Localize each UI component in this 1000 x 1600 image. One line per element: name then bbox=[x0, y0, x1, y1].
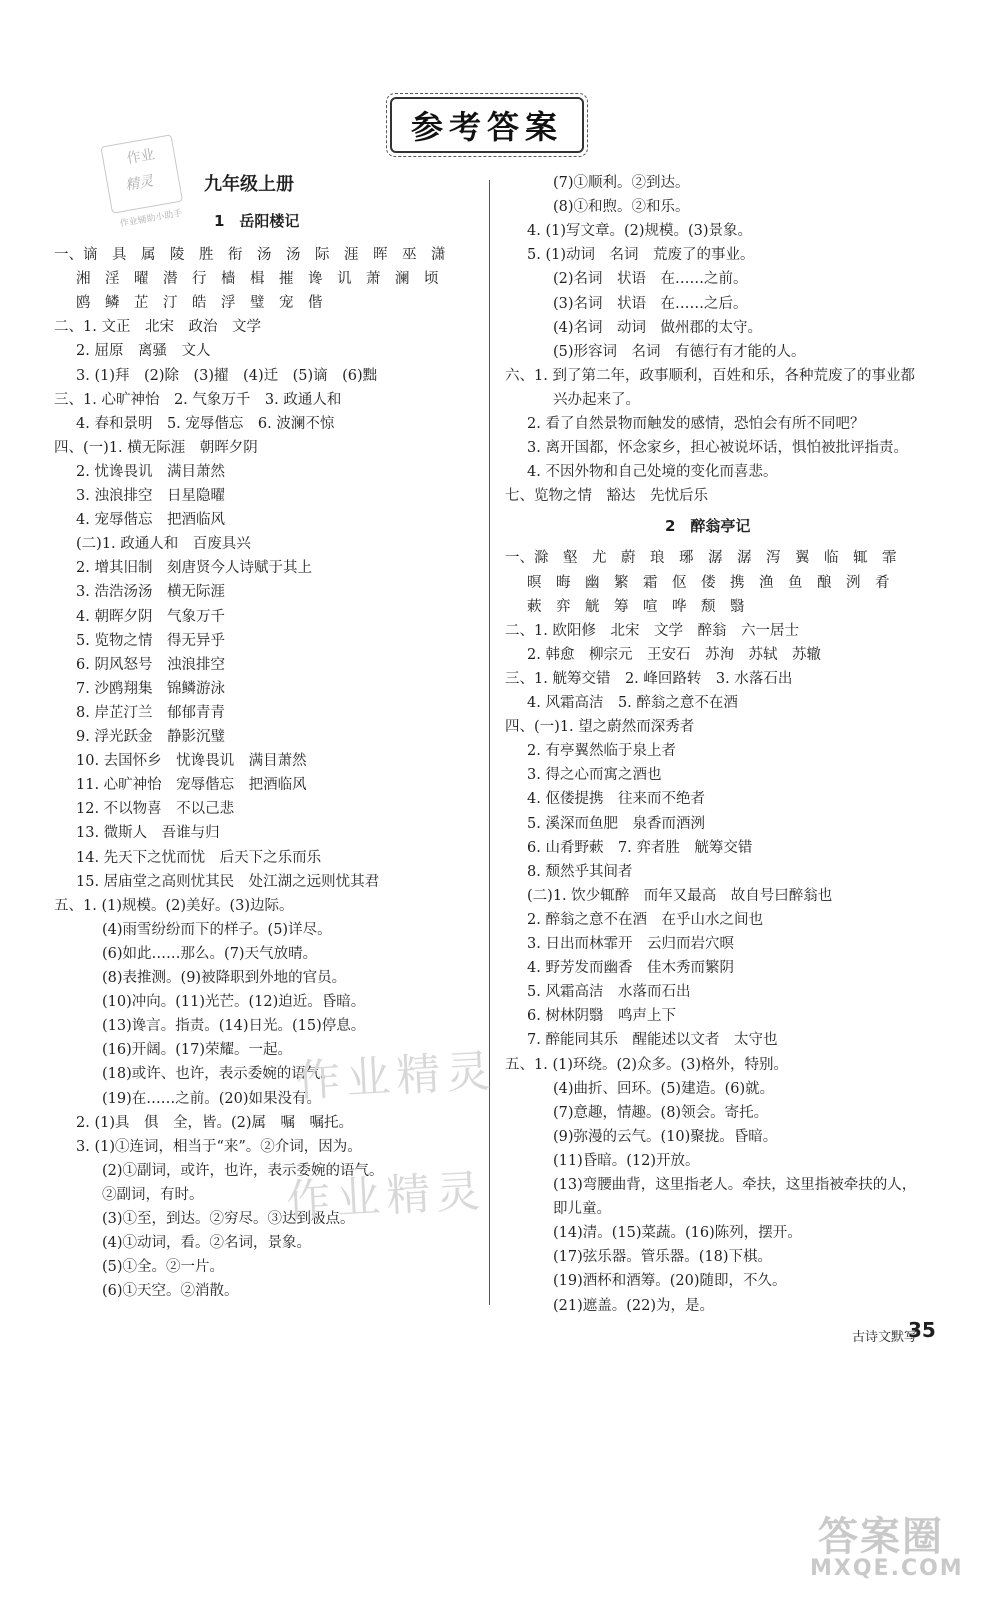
answer-line: (17)弦乐器。管乐器。(18)下棋。 bbox=[553, 1249, 773, 1266]
answer-line: (4)①动词，看。②名词，景象。 bbox=[102, 1235, 312, 1252]
stamp-text-2: 精灵 bbox=[124, 173, 155, 194]
answer-line: 四、(一)1. 横无际涯 朝晖夕阴 bbox=[54, 439, 258, 456]
answer-line: 二、1. 文正 北宋 政治 文学 bbox=[54, 319, 261, 336]
lesson-heading: 2 醉翁亭记 bbox=[665, 517, 751, 536]
answer-line: 13. 微斯人 吾谁与归 bbox=[76, 825, 220, 842]
answer-line: 5. 览物之情 得无异乎 bbox=[76, 632, 225, 649]
stamp-text-3: 作业辅助小助手 bbox=[119, 208, 184, 230]
answer-line: 2. 忧谗畏讥 满目萧然 bbox=[76, 463, 225, 480]
answer-line: 4. 伛偻提携 往来而不绝者 bbox=[527, 791, 705, 808]
answer-line: ②副词，有时。 bbox=[102, 1186, 204, 1203]
answer-line: (19)在……之前。(20)如果没有。 bbox=[102, 1090, 322, 1107]
answer-line: 三、1. 心旷神怡 2. 气象万千 3. 政通人和 bbox=[54, 391, 342, 408]
answer-line: (二)1. 饮少辄醉 而年又最高 故自号曰醉翁也 bbox=[527, 887, 833, 904]
answer-line: (18)或许、也许，表示委婉的语气。 bbox=[102, 1066, 335, 1083]
site-watermark-logo: 答案圈 bbox=[818, 1514, 944, 1560]
answer-line: 4. 野芳发而幽香 佳木秀而繁阴 bbox=[527, 960, 734, 977]
answer-line: (3)①至，到达。②穷尽。③达到极点。 bbox=[102, 1211, 355, 1227]
answer-line: 2. 韩愈 柳宗元 王安石 苏洵 苏轼 苏辙 bbox=[527, 646, 821, 663]
answer-line: 8. 颓然乎其间者 bbox=[527, 863, 633, 880]
answer-line: (8)①和煦。②和乐。 bbox=[553, 199, 690, 216]
answer-line: 2. (1)具 俱 全，皆。(2)属 嘱 嘱托。 bbox=[76, 1114, 354, 1131]
answer-line: (6)①天空。②消散。 bbox=[102, 1283, 239, 1300]
answer-line: (16)开阔。(17)荣耀。一起。 bbox=[102, 1042, 293, 1059]
answer-line: (14)清。(15)菜蔬。(16)陈列，摆开。 bbox=[553, 1225, 802, 1242]
answer-line: 四、(一)1. 望之蔚然而深秀者 bbox=[505, 719, 695, 736]
answer-line: (2)①副词，或许，也许，表示委婉的语气。 bbox=[102, 1162, 384, 1179]
page-title: 参考答案 bbox=[410, 108, 563, 146]
site-watermark-url: MXQE.COM bbox=[810, 1556, 964, 1581]
answer-line: (4)雨雪纷纷而下的样子。(5)详尽。 bbox=[102, 921, 332, 938]
watermark-text: 作业精灵 bbox=[295, 1045, 498, 1108]
grade-heading: 九年级上册 bbox=[204, 174, 294, 195]
answer-line: 5. 风霜高洁 水落而石出 bbox=[527, 984, 691, 1001]
answer-line: 7. 醉能同其乐 醒能述以文者 太守也 bbox=[527, 1032, 778, 1049]
answer-line: 11. 心旷神怡 宠辱偕忘 把酒临风 bbox=[76, 777, 307, 794]
answer-line: (19)酒杯和酒筹。(20)随即，不久。 bbox=[553, 1273, 787, 1290]
answer-line: 8. 岸芷汀兰 郁郁青青 bbox=[76, 704, 225, 721]
answer-line: 15. 居庙堂之高则忧其民 处江湖之远则忧其君 bbox=[76, 873, 380, 890]
answer-line: 3. 日出而林霏开 云归而岩穴暝 bbox=[527, 936, 734, 952]
page-number: 35 bbox=[908, 1318, 936, 1342]
answer-line: 3. 浩浩汤汤 横无际涯 bbox=[76, 584, 225, 601]
answer-line: 五、1. (1)环绕。(2)众多。(3)格外，特别。 bbox=[505, 1056, 789, 1073]
answer-line: 6. 树林阴翳 鸣声上下 bbox=[527, 1008, 676, 1025]
answer-line: 7. 沙鸥翔集 锦鳞游泳 bbox=[76, 680, 225, 697]
answer-line: 3. (1)①连词，相当于“来”。②介词，因为。 bbox=[76, 1138, 362, 1155]
answer-line: 即儿童。 bbox=[553, 1201, 611, 1218]
answer-line: (11)昏暗。(12)开放。 bbox=[553, 1152, 700, 1169]
answer-line: (10)冲向。(11)光芒。(12)迫近。昏暗。 bbox=[102, 994, 366, 1011]
answer-line: 5. 溪深而鱼肥 泉香而酒洌 bbox=[527, 815, 705, 832]
answer-line: (21)遮盖。(22)为，是。 bbox=[553, 1297, 715, 1314]
answer-line: 2. 屈原 离骚 文人 bbox=[76, 343, 211, 360]
stamp-text-1: 作业 bbox=[125, 146, 156, 168]
answer-line: (4)曲折、回环。(5)建造。(6)就。 bbox=[553, 1080, 775, 1097]
answer-line: 9. 浮光跃金 静影沉璧 bbox=[76, 729, 225, 745]
answer-line: 兴办起来了。 bbox=[553, 391, 640, 408]
answer-line: (3)名词 状语 在……之后。 bbox=[553, 295, 748, 312]
lesson-heading: 1 岳阳楼记 bbox=[214, 212, 300, 230]
answer-line: 6. 阴风怒号 浊浪排空 bbox=[76, 656, 225, 673]
answer-line: 6. 山肴野蔌 7. 弈者胜 觥筹交错 bbox=[527, 839, 753, 856]
answer-line: (5)①全。②一片。 bbox=[102, 1259, 225, 1276]
answer-line: 二、1. 欧阳修 北宋 文学 醉翁 六一居士 bbox=[505, 622, 799, 639]
answer-line: 3. 得之心而寓之酒也 bbox=[527, 767, 662, 784]
footer-label: 古诗文默写 bbox=[852, 1330, 918, 1345]
answer-line: 10. 去国怀乡 忧谗畏讥 满目萧然 bbox=[76, 753, 307, 770]
answer-line: 暝 晦 幽 繁 霜 伛 偻 携 渔 鱼 酿 洌 肴 bbox=[527, 574, 890, 591]
answer-line: 12. 不以物喜 不以己悲 bbox=[76, 801, 235, 818]
stamp-logo bbox=[85, 132, 202, 242]
answer-line: 2. 看了自然景物而触发的感情，恐怕会有所不同吧？ bbox=[527, 416, 865, 432]
answer-line: 七、览物之情 豁达 先忧后乐 bbox=[505, 488, 708, 505]
answer-line: (13)谗言。指责。(14)日光。(15)停息。 bbox=[102, 1018, 366, 1035]
answer-line: (13)弯腰曲背，这里指老人。牵扶，这里指被牵扶的人， bbox=[553, 1177, 917, 1193]
answer-line: (5)形容词 名词 有德行有才能的人。 bbox=[553, 343, 806, 360]
answer-line: 3. 浊浪排空 日星隐曜 bbox=[76, 488, 225, 504]
answer-line: 4. 春和景明 5. 宠辱偕忘 6. 波澜不惊 bbox=[76, 415, 335, 432]
answer-line: (二)1. 政通人和 百废具兴 bbox=[76, 536, 251, 553]
answer-line: 一、滁 壑 尤 蔚 琅 琊 潺 潺 泻 翼 临 辄 霏 bbox=[505, 550, 897, 567]
answer-line: 三、1. 觥筹交错 2. 峰回路转 3. 水落石出 bbox=[505, 670, 793, 687]
answer-line: (9)弥漫的云气。(10)聚拢。昏暗。 bbox=[553, 1128, 778, 1145]
answer-line: 3. (1)拜 (2)除 (3)擢 (4)迁 (5)谪 (6)黜 bbox=[76, 367, 378, 384]
answer-line: (4)名词 动词 做州郡的太守。 bbox=[553, 319, 763, 336]
answer-line: 2. 有亭翼然临于泉上者 bbox=[527, 743, 676, 760]
column-divider bbox=[489, 180, 490, 1305]
page-title-box bbox=[390, 97, 584, 153]
answer-line: 蔌 弈 觥 筹 喧 哗 颓 翳 bbox=[527, 598, 745, 615]
answer-line: 5. (1)动词 名词 荒废了的事业。 bbox=[527, 247, 755, 264]
answer-line: 14. 先天下之忧而忧 后天下之乐而乐 bbox=[76, 849, 322, 866]
answer-line: 3. 离开国都，怀念家乡，担心被说坏话，惧怕被批评指责。 bbox=[527, 440, 908, 457]
answer-line: (6)如此……那么。(7)天气放晴。 bbox=[102, 945, 318, 962]
answer-line: 2. 醉翁之意不在酒 在乎山水之间也 bbox=[527, 911, 763, 928]
answer-line: 4. 宠辱偕忘 把酒临风 bbox=[76, 512, 225, 529]
watermark-text: 作业精灵 bbox=[285, 1165, 488, 1228]
answer-line: (8)表推测。(9)被降职到外地的官员。 bbox=[102, 970, 347, 986]
answer-line: 4. 不因外物和自己处境的变化而喜悲。 bbox=[527, 464, 778, 481]
answer-line: (7)①顺利。②到达。 bbox=[553, 175, 690, 191]
answer-line: 4. 朝晖夕阴 气象万千 bbox=[76, 608, 225, 625]
answer-line: 湘 淫 曜 潜 行 樯 楫 摧 谗 讥 萧 澜 顷 bbox=[76, 271, 439, 288]
answer-line: (2)名词 状语 在……之前。 bbox=[553, 271, 748, 288]
answer-line: (7)意趣，情趣。(8)领会。寄托。 bbox=[553, 1104, 769, 1121]
answer-line: 鸥 鳞 芷 汀 皓 浮 璧 宠 偕 bbox=[76, 295, 323, 312]
answer-line: 2. 增其旧制 刻唐贤今人诗赋于其上 bbox=[76, 560, 312, 577]
answer-line: 一、谪 具 属 陵 胜 衔 汤 汤 际 涯 晖 巫 潇 bbox=[54, 247, 446, 263]
answer-line: 六、1. 到了第二年，政事顺利，百姓和乐，各种荒废了的事业都 bbox=[505, 367, 915, 384]
answer-line: 五、1. (1)规模。(2)美好。(3)边际。 bbox=[54, 897, 294, 914]
answer-line: 4. 风霜高洁 5. 醉翁之意不在酒 bbox=[527, 695, 738, 711]
answer-line: 4. (1)写文章。(2)规模。(3)景象。 bbox=[527, 223, 753, 240]
